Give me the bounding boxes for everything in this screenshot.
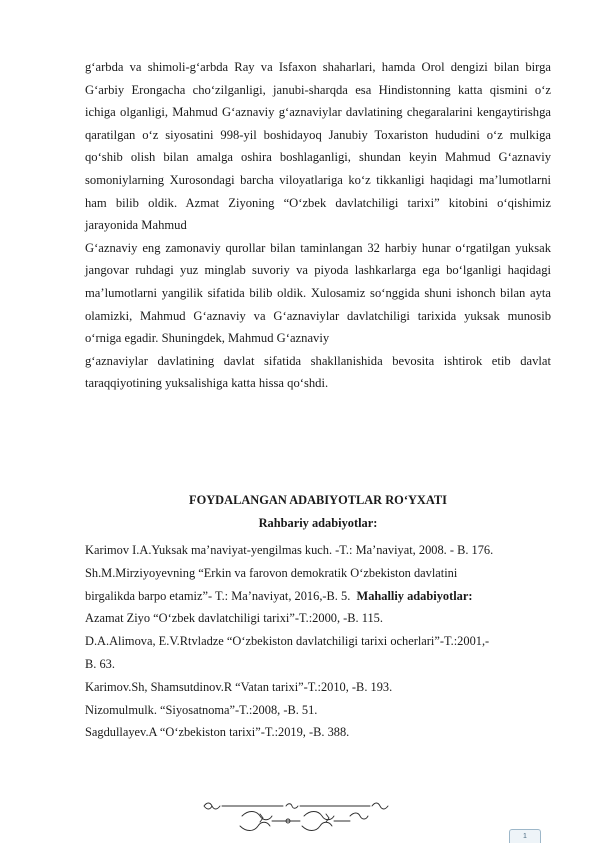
- main-literature-heading: Rahbariy adabiyotlar:: [258, 516, 378, 530]
- reference-line: Azamat Ziyo “O‘zbek davlatchiligi tarixi”-T.:2000, -B. 115.: [85, 611, 383, 626]
- reference-line: Sagdullayev.A “O‘zbekiston tarixi”-T.:2019, -B. 388.: [85, 725, 350, 740]
- paragraph-1: g‘arbda va shimoli-g‘arbda Ray va Isfaxon shaharlari, hamda Orol dengizi bilan birga G‘arbiy Erongacha cho‘zilganligi, janubi-sharqda esa Hindistonning katta qismini o‘z ichiga olganligi, Mahmud G‘aznaviy g‘aznaviylar davlatining chegaralarini kengaytirishga qaratilgan o‘z siyosatini 998-yil boshidayoq Janubiy Toxariston hududini o‘z mulkiga qo‘shib olish bilan amalga oshira boshlaganligi, shundan keyin Mahmud G‘aznaviy somoniylarning Xurosondagi barcha viloyatlariga ko‘z tikkanligi haqidagi ma’lumotlarni ham bilib oldik. Azmat Ziyoning “O‘zbek davlatchiligi tarixi” kitobini o‘qishimiz jarayonida Mahmud: [85, 60, 551, 233]
- reference-line: [85, 585, 555, 608]
- paragraph-2: G‘aznaviy eng zamonaviy qurollar bilan taminlangan 32 harbiy hunar o‘rgatilgan yuksak jangovar ruhdagi yuz minglab suvoriy va piyoda lashkarlarga ega bo‘lganligi haqidagi ma’lumotlarni yangilik sifatida bilib oldik. Xulosamiz so‘nggida shuni ishonch bilan ayta olamizki, Mahmud G‘aznaviy va G‘aznaviylar davlatchiligi tarixida yuksak munosib o‘rniga egadir. Shuningdek, Mahmud G‘aznaviy: [85, 240, 551, 346]
- reference-line: Karimov I.A.Yuksak ma’naviyat-yengilmas kuch. -T.: Ma’naviyat, 2008. - B. 176.: [85, 543, 494, 557]
- reference-line: Nizomulmulk. “Siyosatnoma”-T.:2008, -B. 51.: [85, 702, 318, 717]
- paragraph-3: g‘aznaviylar davlatining davlat sifatida shakllanishida bevosita ishtirok etib davlat taraqqiyotining yuksalishiga katta hissa qo‘shdi.: [85, 353, 551, 391]
- local-literature-heading: Mahalliy adabiyotlar:: [356, 588, 473, 603]
- references-title: FOYDALANGAN ADABIYOTLAR RO‘YXATI: [189, 493, 447, 507]
- page-number: 1: [509, 829, 541, 843]
- reference-line: B. 63.: [85, 656, 115, 671]
- footer-ornament-icon: [200, 800, 420, 840]
- references-list: [85, 539, 555, 744]
- reference-text: birgalikda barpo etamiz”- T.: Ma’naviyat, 2016,-B. 5.: [85, 588, 351, 603]
- reference-line: Karimov.Sh, Shamsutdinov.R “Vatan tarixi”-T.:2010, -B. 193.: [85, 679, 393, 694]
- body-text: [85, 56, 551, 395]
- reference-line: D.A.Alimova, E.V.Rtvladze “O‘zbekiston davlatchiligi tarixi ocherlari”-T.:2001,-: [85, 634, 490, 649]
- reference-line: Sh.M.Mirziyoyevning “Erkin va farovon demokratik O‘zbekiston davlatini: [85, 565, 458, 580]
